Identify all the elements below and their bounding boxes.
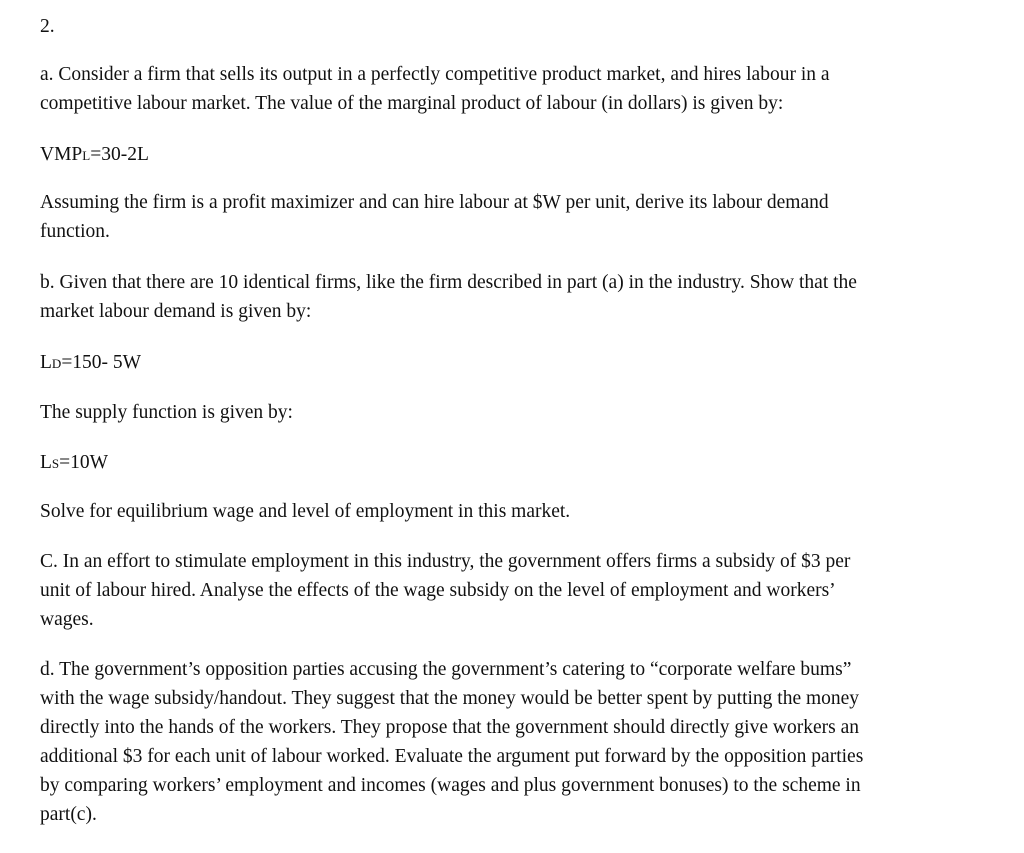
vmp-equation-subscript: L bbox=[82, 148, 91, 163]
part-a-line-2: competitive labour market. The value of the marginal product of labour (in dollars) is given by: bbox=[40, 93, 784, 114]
part-a-task-line-2: function. bbox=[40, 221, 110, 242]
part-c-line-2: unit of labour hired. Analyse the effects of the wage subsidy on the level of employment and workers’ bbox=[40, 580, 836, 601]
part-a-line-1: a. Consider a firm that sells its output in a perfectly competitive product market, and hires labour in a bbox=[40, 64, 830, 85]
part-c-line-3: wages. bbox=[40, 609, 94, 630]
part-a-task-line-1: Assuming the firm is a profit maximizer and can hire labour at $W per unit, derive its labour demand bbox=[40, 192, 829, 213]
question-number: 2. bbox=[40, 16, 55, 37]
part-d-line-4: additional $3 for each unit of labour worked. Evaluate the argument put forward by the opposition parties bbox=[40, 746, 864, 767]
vmp-equation-rhs: =30-2L bbox=[90, 144, 149, 165]
part-c-line-1: C. In an effort to stimulate employment in this industry, the government offers firms a subsidy of $3 per bbox=[40, 551, 851, 572]
vmp-equation-lhs: VMP bbox=[40, 144, 83, 165]
part-d-line-6: part(c). bbox=[40, 804, 97, 825]
part-d-line-5: by comparing workers’ employment and incomes (wages and plus government bonuses) to the scheme in bbox=[40, 775, 861, 796]
part-d-line-2: with the wage subsidy/handout. They suggest that the money would be better spent by putting the money bbox=[40, 688, 860, 709]
supply-equation-lhs: L bbox=[40, 452, 52, 473]
part-b-line-2: market labour demand is given by: bbox=[40, 301, 312, 322]
demand-equation-rhs: =150- 5W bbox=[61, 352, 142, 373]
demand-equation-lhs: L bbox=[40, 352, 52, 373]
part-b-solve: Solve for equilibrium wage and level of employment in this market. bbox=[40, 501, 571, 522]
part-d-line-3: directly into the hands of the workers. They propose that the government should directly give workers an bbox=[40, 717, 859, 738]
part-d-line-1: d. The government’s opposition parties accusing the government’s catering to “corporate welfare bums” bbox=[40, 659, 852, 680]
supply-equation-rhs: =10W bbox=[59, 452, 109, 473]
vmp-equation bbox=[40, 140, 149, 170]
supply-equation-subscript: S bbox=[51, 456, 60, 471]
demand-equation bbox=[40, 348, 141, 378]
demand-equation-subscript: D bbox=[51, 356, 62, 371]
supply-intro: The supply function is given by: bbox=[40, 402, 293, 423]
part-b-line-1: b. Given that there are 10 identical firms, like the firm described in part (a) in the industry. Show that the bbox=[40, 272, 857, 293]
supply-equation bbox=[40, 448, 108, 478]
